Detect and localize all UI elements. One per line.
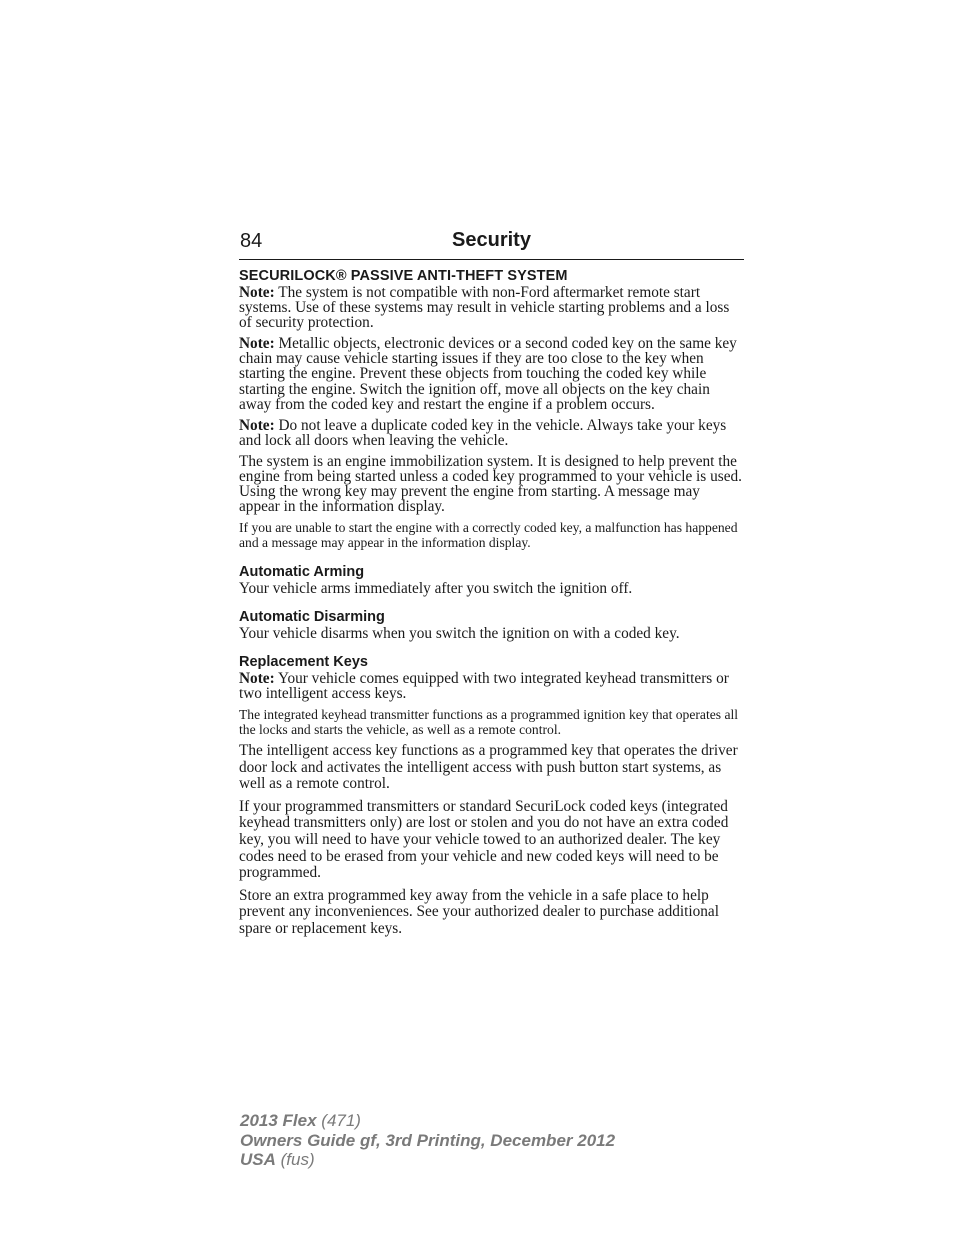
section-heading-securilock: SECURILOCK® PASSIVE ANTI-THEFT SYSTEM — [239, 268, 568, 284]
document-footer — [240, 1111, 615, 1170]
footer-model: 2013 Flex — [240, 1111, 317, 1130]
footer-model-code: (471) — [316, 1111, 361, 1130]
note-paragraph-duplicate-key — [239, 418, 744, 448]
note-label: Note: — [239, 416, 275, 434]
page-title: Security — [452, 229, 531, 251]
page-header — [239, 228, 744, 260]
paragraph-malfunction: If you are unable to start the engine with a correctly coded key, a malfunction has happened and a message may appear in the information display. — [239, 520, 738, 551]
subheading-automatic-arming: Automatic Arming — [239, 563, 365, 580]
note-label: Note: — [239, 284, 275, 301]
page-number: 84 — [240, 230, 263, 252]
paragraph-automatic-disarming: Your vehicle disarms when you switch the ignition on with a coded key. — [239, 624, 680, 642]
paragraph-integrated-keyhead: The integrated keyhead transmitter functions as a programmed ignition key that operates all the locks and starts the vehicle, as well as a remote control. — [239, 706, 739, 737]
note-paragraph-metallic-objects — [239, 336, 744, 411]
paragraph-intelligent-access-key: The intelligent access key functions as a programmed key that operates the driver door lock and activates the intelligent access with push button start systems, as well as a remote control. — [239, 742, 738, 793]
footer-market: USA — [240, 1150, 276, 1169]
paragraph-lost-keys: If your programmed transmitters or standard SecuriLock coded keys (integrated keyhead transmitters only) are lost or stolen and you do not have an extra coded key, you will need to have your vehicle towed to an authorized dealer. The key codes need to be erased from your vehicle and new coded keys will need to be programmed. — [239, 797, 729, 882]
note-text: The system is not compatible with non-Ford aftermarket remote start systems. Use of these systems may result in vehicle starting problems and a loss of security protection. — [239, 284, 730, 332]
note-text: Metallic objects, electronic devices or a second coded key on the same key chain may cause vehicle starting issues if they are too close to the key when starting the engine. Prevent these objects from touching the coded key while starting the engine. Switch the ignition off, move all objects on the key chain away from the coded key and restart the engine if a problem occurs. — [239, 335, 737, 413]
note-paragraph-equipped-keys — [239, 671, 744, 701]
footer-model-line — [240, 1111, 615, 1131]
note-text: Your vehicle comes equipped with two integrated keyhead transmitters or two intelligent access keys. — [239, 669, 729, 702]
footer-edition-line: Owners Guide gf, 3rd Printing, December 2012 — [240, 1130, 616, 1150]
paragraph-automatic-arming: Your vehicle arms immediately after you switch the ignition off. — [239, 579, 633, 597]
footer-market-line — [240, 1150, 615, 1170]
paragraph-immobilization-system: The system is an engine immobilization system. It is designed to help prevent the engine from being started unless a coded key programmed to your vehicle is used. Using the wrong key may prevent the engine from starting. A message may appear in the information display. — [239, 452, 742, 516]
note-text: Do not leave a duplicate coded key in the vehicle. Always take your keys and lock all doors when leaving the vehicle. — [239, 416, 727, 449]
page-content — [239, 267, 744, 938]
subheading-automatic-disarming: Automatic Disarming — [239, 608, 385, 625]
note-label: Note: — [239, 669, 275, 687]
note-label: Note: — [239, 335, 275, 353]
note-paragraph-compatibility — [239, 285, 744, 330]
footer-market-code: (fus) — [275, 1150, 315, 1169]
paragraph-spare-key: Store an extra programmed key away from the vehicle in a safe place to help prevent any inconveniences. See your authorized dealer to purchase additional spare or replacement keys. — [239, 886, 719, 937]
subheading-replacement-keys: Replacement Keys — [239, 653, 368, 670]
